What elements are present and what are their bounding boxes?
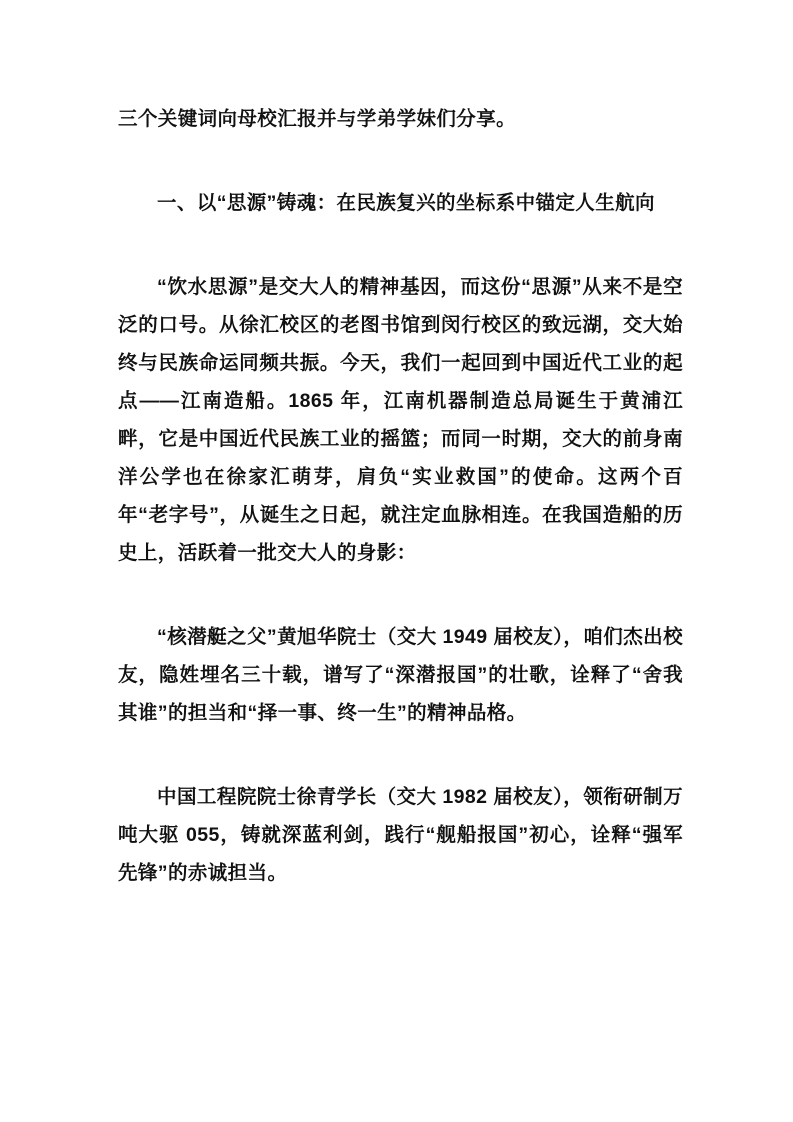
section-heading-1: 一、以“思源”铸魂：在民族复兴的坐标系中锚定人生航向 xyxy=(157,192,655,215)
paragraph-body-1: “饮水思源”是交大人的精神基因，而这份“思源”从来不是空泛的口号。从徐汇校区的老图书馆到闵行校区的致远湖，交大始终与民族命运同频共振。今天，我们一起回到中国近代工业的起点——江南造船。1865 年，江南机器制造总局诞生于黄浦江畔，它是中国近代民族工业的摇篮；而同一时期，交大的前身南洋公学也在徐家汇萌芽，肩负“实业救国”的使命。这两个百年“老字号”，从诞生之日起，就注定血脉相连。在我国造船的历史上，活跃着一批交大人的身影： xyxy=(118,276,683,565)
paragraph-body-2: “核潜艇之父”黄旭华院士（交大 1949 届校友），咱们杰出校友，隐姓埋名三十载，谱写了“深潜报国”的壮歌，诠释了“舍我其谁”的担当和“择一事、终一生”的精神品格。 xyxy=(118,626,683,725)
document-body xyxy=(118,100,683,892)
paragraph-body-3: 中国工程院院士徐青学长（交大 1982 届校友），领衔研制万吨大驱 055，铸就深蓝利剑，践行“舰船报国”初心，诠释“强军先锋”的赤诚担当。 xyxy=(118,786,683,885)
paragraph-intro: 三个关键词向母校汇报并与学弟学妹们分享。 xyxy=(118,108,517,130)
